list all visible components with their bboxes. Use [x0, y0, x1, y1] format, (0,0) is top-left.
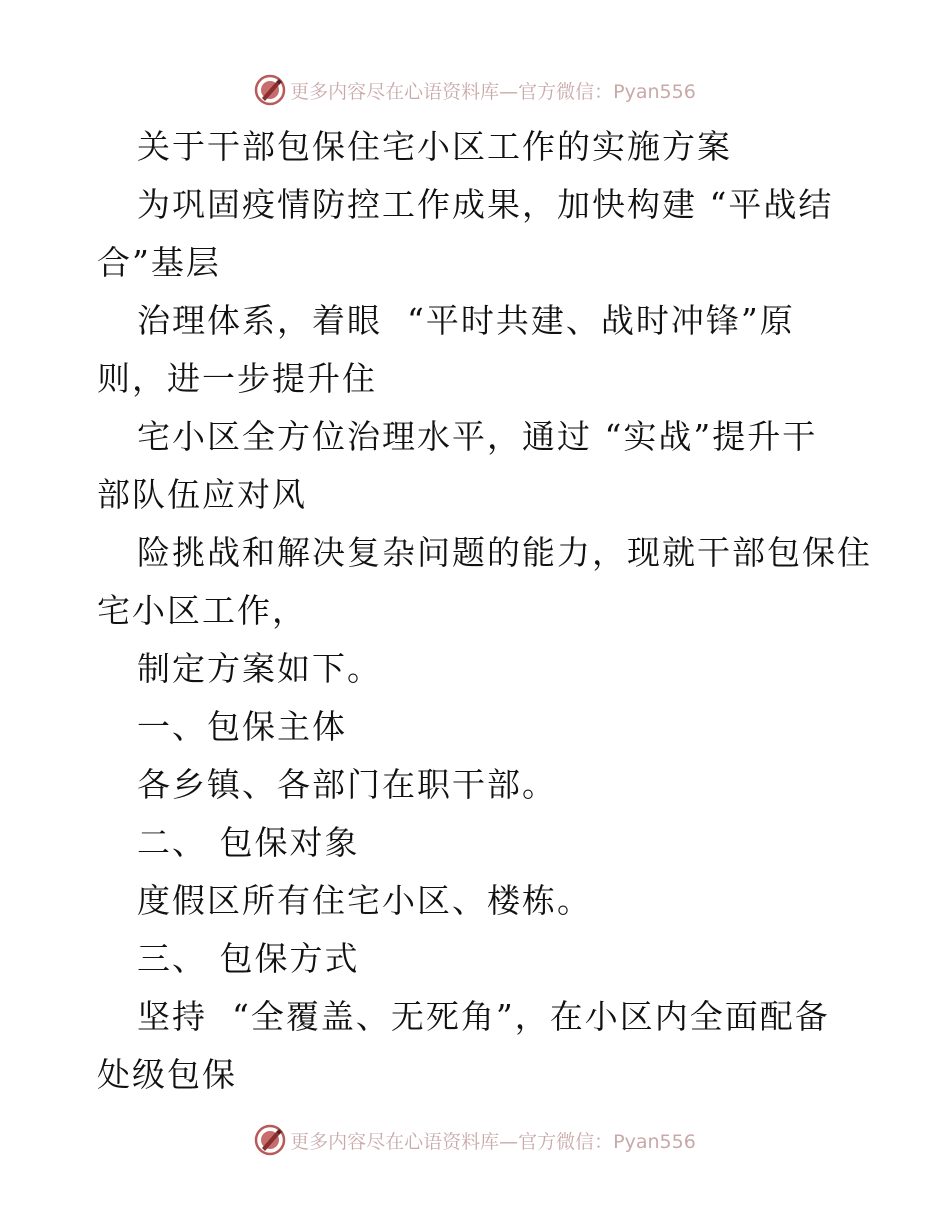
- document-line: 宅小区全方位治理水平，通过 “实战”提升干: [137, 417, 818, 456]
- document-line: 度假区所有住宅小区、楼栋。: [137, 881, 592, 920]
- document-line: 制定方案如下。: [137, 649, 382, 688]
- document-line: 各乡镇、各部门在职干部。: [137, 765, 557, 804]
- header-watermark: [0, 70, 950, 110]
- pen-seal-logo-icon: [254, 1124, 286, 1156]
- watermark-text: 更多内容尽在心语资料库—官方微信：Pyan556: [290, 80, 696, 103]
- footer-watermark: [0, 1120, 950, 1160]
- document-body: [97, 118, 872, 1104]
- document-line: 三、 包保方式: [137, 939, 360, 978]
- document-line: 险挑战和解决复杂问题的能力，现就干部包保住: [137, 533, 872, 572]
- document-line: 处级包保: [97, 1055, 237, 1094]
- document-line: 则，进一步提升住: [97, 359, 377, 398]
- document-line: 坚持 “全覆盖、无死角”，在小区内全面配备: [137, 997, 830, 1036]
- watermark-text: 更多内容尽在心语资料库—官方微信：Pyan556: [290, 1130, 696, 1153]
- document-line: 部队伍应对风: [97, 475, 307, 514]
- document-line: 一、包保主体: [137, 707, 347, 746]
- document-line: 二、 包保对象: [137, 823, 360, 862]
- pen-seal-logo-icon: [254, 74, 286, 106]
- document-line: 治理体系，着眼 “平时共建、战时冲锋”原: [137, 301, 795, 340]
- document-line: 合”基层: [97, 243, 221, 282]
- document-line: 关于干部包保住宅小区工作的实施方案: [137, 127, 732, 166]
- document-line: 为巩固疫情防控工作成果，加快构建 “平战结: [137, 185, 834, 224]
- document-line: 宅小区工作，: [97, 591, 307, 630]
